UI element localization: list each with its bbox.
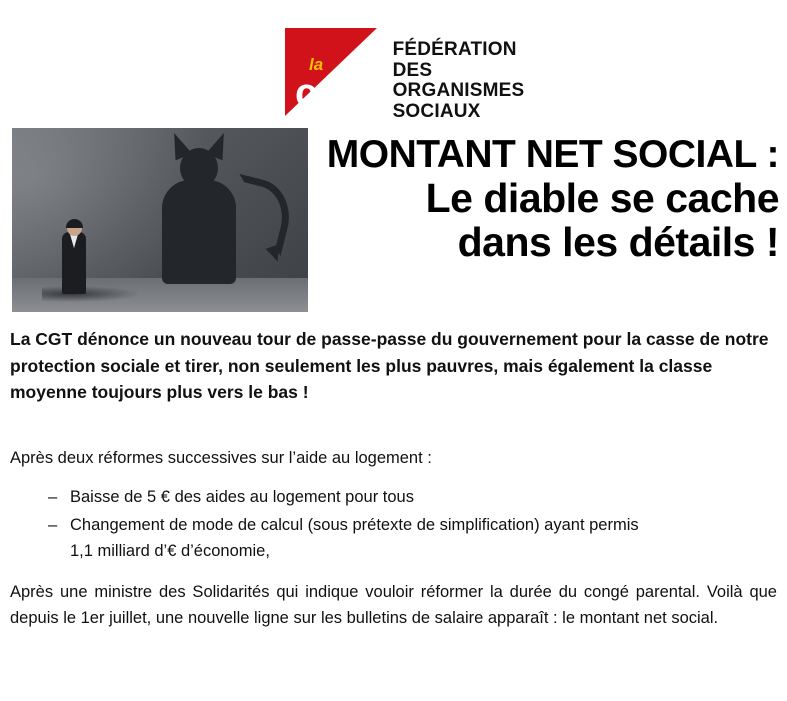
- bullet-text: Baisse de 5 € des aides au logement pour tous: [70, 488, 414, 507]
- page-title: [308, 128, 787, 265]
- svg-text:cgt: cgt: [294, 71, 355, 115]
- body-copy: [10, 446, 777, 631]
- list-item: [48, 513, 777, 564]
- bullet-text: Changement de mode de calcul (sous prétexte de simplification) ayant permis: [70, 515, 639, 534]
- body-paragraph: Après une ministre des Solidarités qui indique vouloir réformer la durée du congé parental. Voilà que depuis le 1er juillet, une nouvelle ligne sur les bulletins de salaire apparaît : le montant net social.: [10, 583, 777, 627]
- svg-text:la: la: [308, 55, 323, 74]
- cgt-logo: [283, 26, 525, 122]
- cgt-triangle-logo-icon: [283, 26, 379, 118]
- devil-shadow-photo: [12, 128, 308, 312]
- list-item: [48, 485, 777, 511]
- logo-federation-text: [393, 26, 525, 122]
- logo-line-2: DES: [392, 59, 433, 81]
- devil-shadow-icon: [140, 132, 272, 284]
- logo-line-1: FÉDÉRATION: [392, 39, 517, 60]
- man-hair: [66, 219, 83, 228]
- title-line-3: dans les détails !: [457, 219, 779, 266]
- body-intro: Après deux réformes successives sur l’aide au logement :: [10, 448, 432, 467]
- logo-line-3: ORGANISMES: [392, 80, 525, 102]
- businessman-figure: [56, 202, 90, 294]
- bullet-subtext: 1,1 milliard d’€ d’économie,: [70, 541, 270, 560]
- document-header: [0, 0, 787, 122]
- lede-paragraph: La CGT dénonce un nouveau tour de passe-passe du gouvernement pour la casse de notre protection sociale et tirer, non seulement les plus pauvres, mais également la classe moyenne toujours plus vers le bas !: [10, 329, 769, 403]
- man-floor-shadow: [42, 286, 138, 302]
- logo-line-4: SOCIAUX: [392, 100, 481, 122]
- hero-section: [0, 128, 787, 312]
- title-line-1: MONTANT NET SOCIAL :: [326, 133, 779, 177]
- bullet-list: [10, 485, 777, 564]
- devil-body: [162, 180, 236, 284]
- title-line-2: Le diable se cache: [425, 175, 779, 222]
